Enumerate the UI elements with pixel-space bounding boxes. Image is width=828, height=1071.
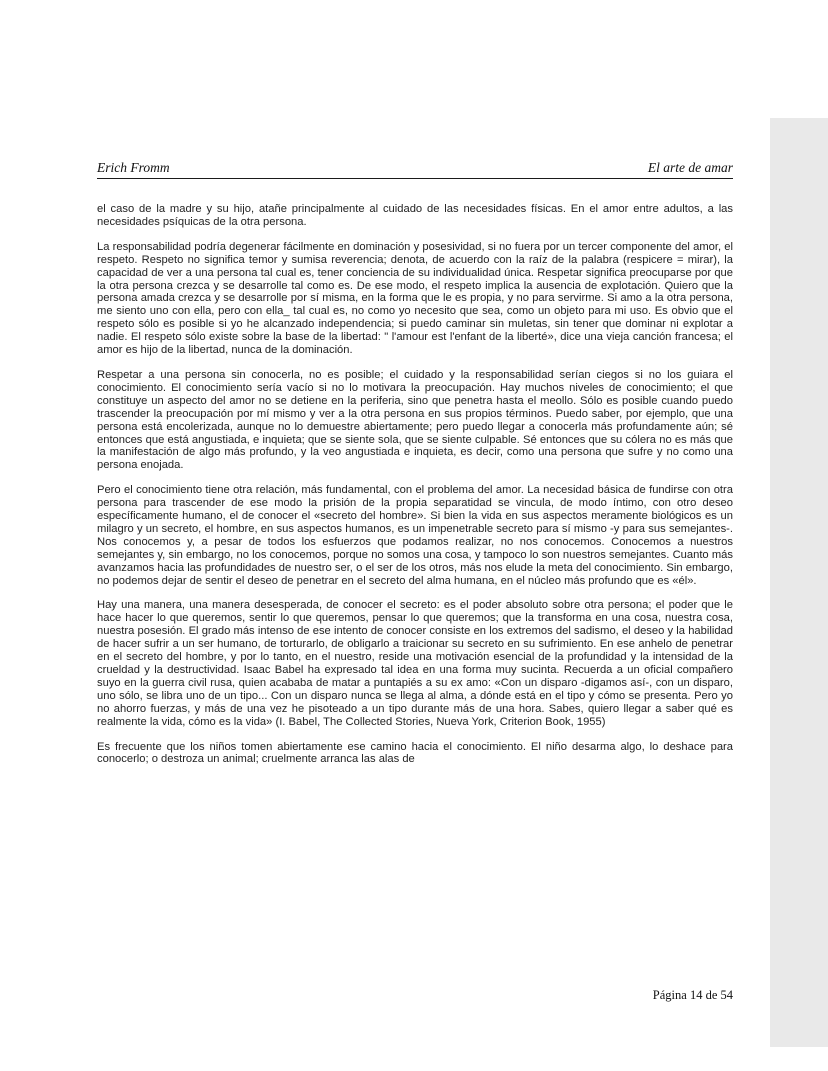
paragraph: Respetar a una persona sin conocerla, no es posible; el cuidado y la responsabilidad serían ciegos si no los guiara el conocimiento. El conocimiento sería vacío si no lo motivara la preocupación. Hay muchos niveles de conocimiento; el que constituye un aspecto del amor no se detiene en la periferia, sino que penetra hasta el meollo. Sólo es posible cuando puedo trascender la preocupación por mí mismo y ver a la otra persona en sus propios términos. Puedo saber, por ejemplo, que una persona está encolerizada, aunque no lo demuestre abiertamente; pero puedo llegar a conocerla más profundamente aún; sé entonces que está angustiada, e inquieta; que se siente sola, que se siente culpable. Sé entonces que su cólera no es más que la manifestación de algo más profundo, y la veo angustiada e inquieta, es decir, como una persona que sufre y no como una persona enojada. (97, 368, 733, 472)
page-number-footer: Página 14 de 54 (652, 988, 733, 1002)
header-book-title: El arte de amar (647, 160, 733, 175)
paragraph: Pero el conocimiento tiene otra relación, más fundamental, con el problema del amor. La necesidad básica de fundirse con otra persona para trascender de ese modo la prisión de la propia separatidad se vincula, de modo íntimo, con otro deseo específicamente humano, el de conocer el «secreto del hombre». Si bien la vida en sus aspectos meramente biológicos es un milagro y un secreto, el hombre, en sus aspectos humanos, es un impenetrable secreto para sí mismo -y para sus semejantes-. Nos conocemos y, a pesar de todos los esfuerzos que podamos realizar, no nos conocemos. Conocemos a nuestros semejantes y, sin embargo, no los conocemos, porque no somos una cosa, y tampoco lo son nuestros semejantes. Cuanto más avanzamos hacia las profundidades de nuestro ser, o el ser de los otros, más nos elude la meta del conocimiento. Sin embargo, no podemos dejar de sentir el deseo de penetrar en el secreto del alma humana, en el núcleo más profundo que es «él». (97, 484, 733, 587)
page-content (97, 160, 733, 778)
page-header (97, 160, 733, 179)
paragraph: el caso de la madre y su hijo, atañe principalmente al cuidado de las necesidades físicas. En el amor entre adultos, a las necesidades psíquicas de la otra persona. (97, 203, 733, 228)
paragraph: La responsabilidad podría degenerar fácilmente en dominación y posesividad, si no fuera por un tercer componente del amor, el respeto. Respeto no significa temor y sumisa reverencia; denota, de acuerdo con la raíz de la palabra (respicere = mirar), la capacidad de ver a una persona tal cual es, tener conciencia de su individualidad única. Respetar significa preocuparse por que la otra persona crezca y se desarrolle tal como es. De ese modo, el respeto implica la ausencia de explotación. Quiero que la persona amada crezca y se desarrolle por sí misma, en la forma que le es propia, y no para servirme. Si amo a la otra persona, me siento uno con ella, pero con ella_ tal cual es, no como yo necesito que sea, como un objeto para mi uso. Es obvio que el respeto sólo es posible si yo he alcanzado independencia; si puedo caminar sin muletas, sin tener que dominar ni explotar a nadie. El respeto sólo existe sobre la base de la libertad: " l'amour est l'enfant de la liberté», dice una vieja canción francesa; el amor es hijo de la libertad, nunca de la dominación. (97, 240, 733, 357)
page-right-margin-background (770, 118, 828, 1047)
paragraph: Es frecuente que los niños tomen abiertamente ese camino hacia el conocimiento. El niño desarma algo, lo deshace para conocerlo; o destroza un animal; cruelmente arranca las alas de (97, 740, 733, 766)
paragraph: Hay una manera, una manera desesperada, de conocer el secreto: es el poder absoluto sobre otra persona; el poder que le hace hacer lo que queremos, sentir lo que queremos, pensar lo que queremos; que la transforma en una cosa, nuestra cosa, nuestra posesión. El grado más intenso de ese intento de conocer consiste en los extremos del sadismo, el deseo y la habilidad de hacer sufrir a un ser humano, de torturarlo, de obligarlo a traicionar su secreto en su sufrimiento. En ese anhelo de penetrar en el secreto del hombre, y por lo tanto, en el nuestro, reside una motivación esencial de la profundidad y la intensidad de la crueldad y la destructividad. Isaac Babel ha expresado tal idea en una forma muy sucinta. Recuerda a un oficial compañero suyo en la guerra civil rusa, quien acababa de matar a puntapiés a su ex amo: «Con un disparo -digamos así-, con un disparo, uno sólo, se libra uno de un tipo... Con un disparo nunca se llega al alma, a dónde está en el tipo y cómo se presenta. Pero yo no ahorro fuerzas, y más de una vez he pisoteado a un tipo durante más de una hora. Sabes, quiero llegar a saber qué es realmente la vida, cómo es la vida» (I. Babel, The Collected Stories, Nueva York, Criterion Book, 1955) (97, 599, 733, 728)
document-body (97, 203, 733, 766)
header-author: Erich Fromm (97, 160, 170, 175)
